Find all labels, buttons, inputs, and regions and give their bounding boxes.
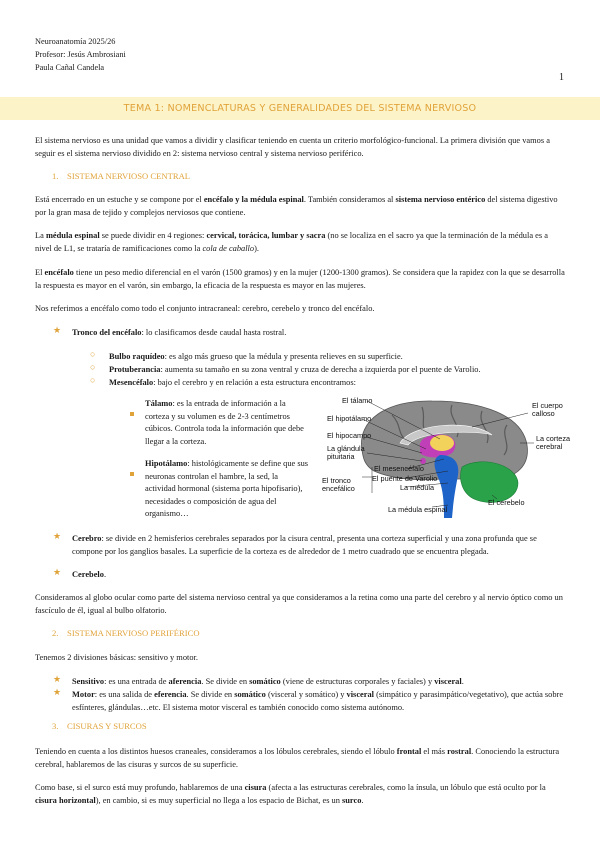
section-title: CISURAS Y SURCOS — [67, 721, 147, 731]
document-header — [35, 35, 126, 74]
bullet-talamo: Tálamo: es la entrada de información a la corteza y su volumen es de 2-3 centímetros cúbicos. Controla toda la información que debe llegar a la corteza. — [145, 399, 304, 446]
square-bullet-icon — [130, 403, 134, 421]
label-talamo: El tálamo — [342, 396, 373, 405]
label-tronco-1: El tronco — [322, 476, 351, 485]
label-cuerpo-calloso-2: calloso — [532, 409, 555, 418]
page-title: TEMA 1: NOMENCLATURAS Y GENERALIDADES DEL SISTEMA NERVIOSO — [123, 103, 477, 114]
label-cerebelo: El cerebelo — [488, 498, 525, 507]
bullet-cerebro: Cerebro: se divide en 2 hemisferios cerebrales separados por la cisura central, presenta una corteza superficial y una zona profunda que se compone por los ganglios basales. La superficie de la corteza es de alrededor de 1 metro cuadrado que se encuentra plegada. — [72, 534, 537, 556]
label-cuerpo-calloso-1: El cuerpo — [532, 401, 563, 410]
section-1-heading — [52, 171, 190, 181]
brain-diagram — [322, 395, 571, 518]
star-bullet-icon: ★ — [53, 531, 62, 541]
bullet-motor: Motor: es una salida de eferencia. Se divide en somático (visceral y somático) y visceral (simpático y parasimpático/vegetativo), que actúa sobre esfínteres, glándulas…etc. El sistema motor visceral es también conocido como sistema autónomo. — [72, 690, 564, 712]
circle-bullet-icon: ○ — [90, 349, 96, 359]
label-medula-espinal: La médula espinal — [388, 505, 448, 514]
page-number: 1 — [559, 72, 564, 83]
label-mesencefalo: El mesencéfalo — [374, 464, 424, 473]
bullet-bulbo: Bulbo raquídeo: es algo más grueso que la médula y presenta relieves en su superficie. — [109, 352, 403, 361]
label-tronco-2: encefálico — [322, 484, 355, 493]
label-pituitaria-2: pituitaria — [327, 452, 355, 461]
star-bullet-icon: ★ — [53, 567, 62, 577]
circle-bullet-icon: ○ — [90, 375, 96, 385]
sec1-paragraph-3: El encéfalo tiene un peso medio diferencial en el varón (1500 gramos) y en la mujer (1200-1300 gramos). Se considera que la rapidez con la que se desarrolla la respuesta es mayor en el varón, sin embargo, la eficacia de la respuesta es mayor en las mujeres. — [35, 268, 565, 290]
bullet-sensitivo: Sensitivo: es una entrada de aferencia. Se divide en somático (viene de estructuras corporales y faciales) y visceral. — [72, 677, 464, 686]
section-number: 3. — [52, 721, 59, 731]
circle-bullet-icon: ○ — [90, 362, 96, 372]
section-number: 1. — [52, 171, 59, 181]
bullet-mesencefalo: Mesencéfalo: bajo el cerebro y en relación a esta estructura encontramos: — [109, 378, 356, 387]
star-bullet-icon: ★ — [53, 325, 62, 335]
intro-paragraph: El sistema nervioso es una unidad que vamos a dividir y clasificar teniendo en cuenta un criterio morfológico-funcional. La primera división que vamos a seguir es el sistema nervioso dividido en 2: sistema nervioso central y sistema nervioso periférico. — [35, 136, 550, 158]
sec3-paragraph-1: Teniendo en cuenta a los distintos huesos craneales, consideramos a los lóbulos cerebrales, siendo el lóbulo frontal el más rostral. Conociendo la estructura cerebral, hablaremos de las cisuras y surcos de su superficie. — [35, 747, 560, 769]
sec3-paragraph-2: Como base, si el surco está muy profundo, hablaremos de una cisura (afecta a las estructuras cerebrales, como la ínsula, un lóbulo que está oculto por la cisura horizontal), en cambio, si es muy superficial no llega a los espacio de Bichat, es un surco. — [35, 783, 546, 805]
bullet-tronco: Tronco del encéfalo: lo clasificamos desde caudal hasta rostral. — [72, 328, 287, 337]
sec1-paragraph-1: Está encerrado en un estuche y se compone por el encéfalo y la médula espinal. También consideramos al sistema nervioso entérico del sistema digestivo por la gran masa de tejido y complejos nerviosos que contiene. — [35, 195, 558, 217]
section-2-heading — [52, 628, 200, 638]
bullet-protuberancia: Protuberancia: aumenta su tamaño en su zona ventral y cruza de derecha a izquierda por el puente de Varolio. — [109, 365, 481, 374]
author-name: Paula Cañal Candela — [35, 63, 105, 72]
star-bullet-icon: ★ — [53, 674, 62, 684]
label-pituitaria-1: La glándula — [327, 444, 365, 453]
label-medula: La médula — [400, 483, 435, 492]
thalamus-shape — [430, 435, 454, 451]
sec2-paragraph-1: Tenemos 2 divisiones básicas: sensitivo y motor. — [35, 653, 198, 662]
section-3-heading — [52, 721, 147, 731]
bullet-hipotalamo: Hipotálamo: histológicamente se define que sus neuronas controlan el hambre, la sed, la actividad hormonal (sistema porta hipofisario), necesidades o composición de agua del organismo… — [145, 459, 309, 518]
label-corteza-1: La corteza — [536, 434, 571, 443]
sec1-paragraph-4: Nos referimos a encéfalo como todo el conjunto intracraneal: cerebro, cerebelo y tronco del encéfalo. — [35, 304, 375, 313]
bullet-cerebelo: Cerebelo. — [72, 570, 107, 579]
professor-name: Profesor: Jesús Ambrosiani — [35, 50, 126, 59]
star-bullet-icon: ★ — [53, 687, 62, 697]
section-number: 2. — [52, 628, 59, 638]
label-puente: El puente de Varolio — [372, 474, 438, 483]
section-title: SISTEMA NERVIOSO CENTRAL — [67, 171, 191, 181]
section-title: SISTEMA NERVIOSO PERIFÉRICO — [67, 628, 200, 638]
label-hipotalamo: El hipotálamo — [327, 414, 372, 423]
square-bullet-icon — [130, 463, 134, 481]
sec1-paragraph-5: Consideramos al globo ocular como parte del sistema nervioso central ya que consideramos a la retina como una parte del cerebro y al nervio óptico como un fascículo de él, igual al bulbo olfatorio. — [35, 593, 563, 615]
label-corteza-2: cerebral — [536, 442, 563, 451]
course-name: Neuroanatomía 2025/26 — [35, 37, 116, 46]
label-hipocampo: El hipocampo — [327, 431, 372, 440]
sec1-paragraph-2: La médula espinal se puede dividir en 4 regiones: cervical, torácica, lumbar y sacra (no se localiza en el sacro ya que la terminación de la médula es a nivel de L1, se trataría de ramificaciones como la cola de caballo). — [35, 231, 548, 253]
